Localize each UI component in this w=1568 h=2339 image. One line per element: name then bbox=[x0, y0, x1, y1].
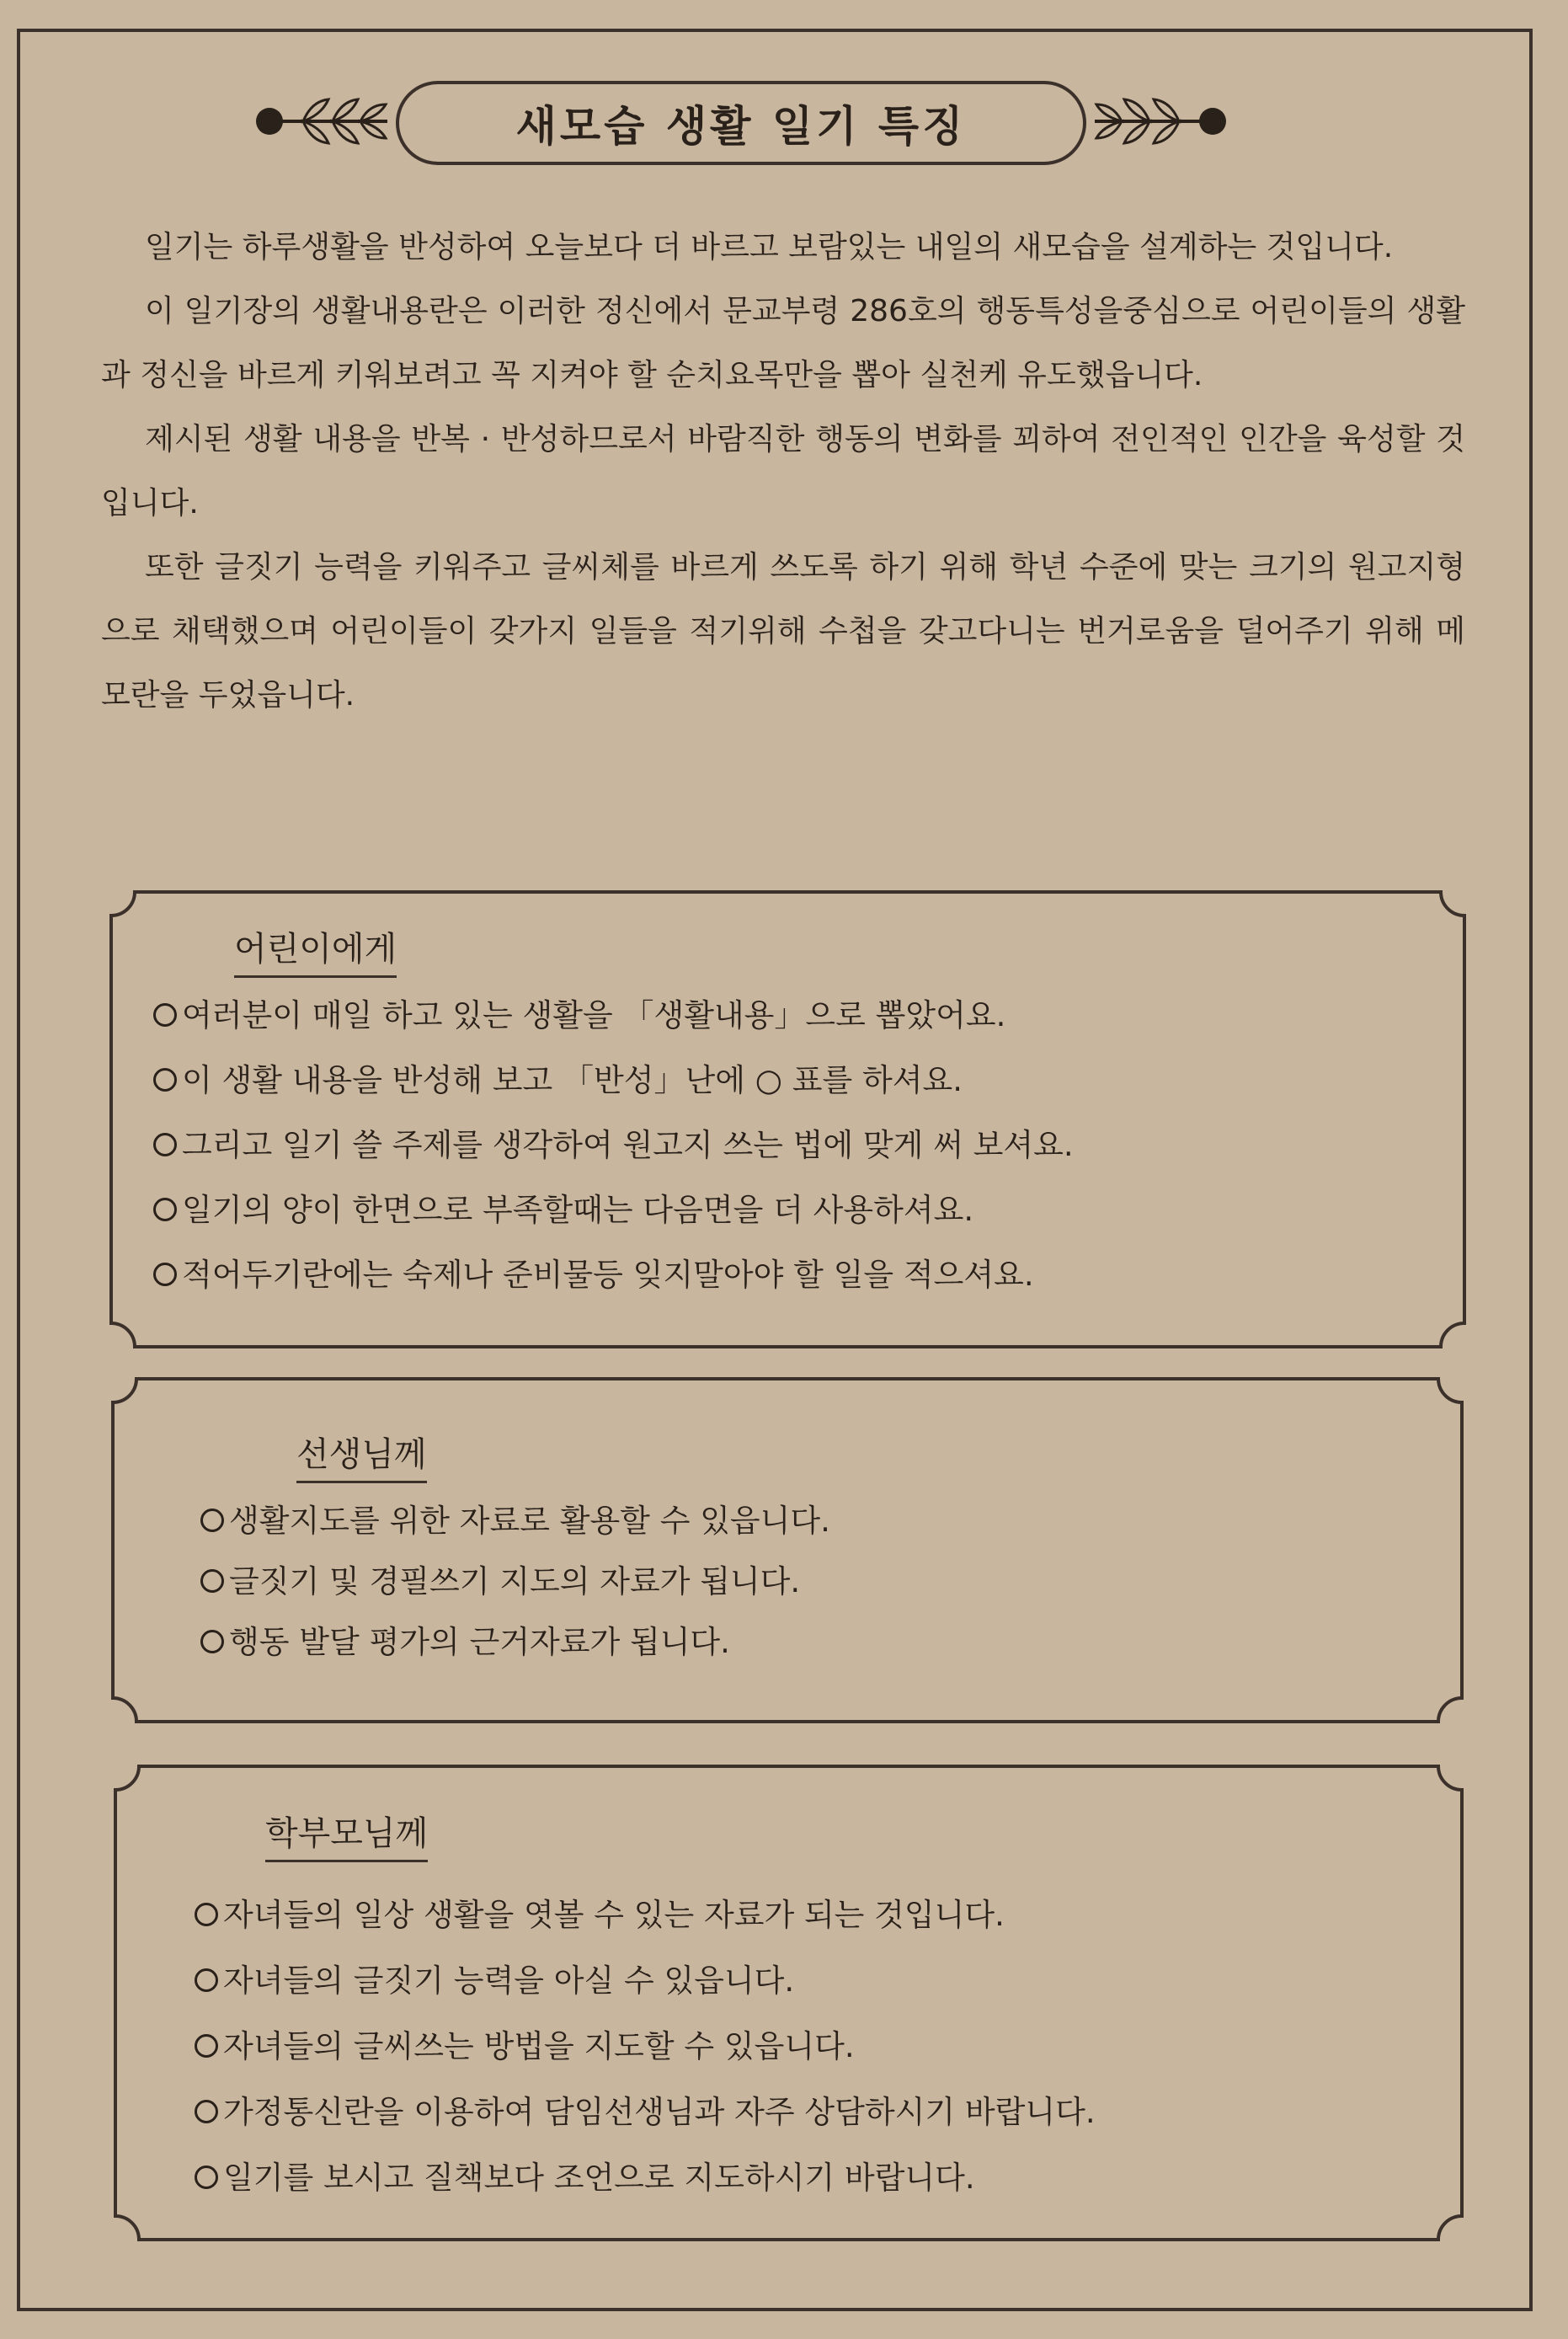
circle-bullet-icon bbox=[153, 1068, 177, 1092]
circle-bullet-icon bbox=[200, 1509, 224, 1532]
list-item: 생활지도를 위한 자료로 활용할 수 있읍니다. bbox=[200, 1495, 830, 1556]
title-banner bbox=[253, 81, 1229, 174]
circle-bullet-icon bbox=[195, 1968, 218, 1992]
list-item: 이 생활 내용을 반성해 보고 「반성」난에 ○ 표를 하셔요. bbox=[153, 1055, 1074, 1119]
circle-bullet-icon bbox=[153, 1263, 177, 1286]
circle-bullet-icon bbox=[195, 1903, 218, 1926]
page-title: 새모습 생활 일기 특징 bbox=[396, 81, 1086, 165]
teachers-heading: 선생님께 bbox=[296, 1428, 427, 1483]
circle-bullet-icon bbox=[195, 2034, 218, 2058]
list-item: 적어두기란에는 숙제나 준비물등 잊지말아야 할 일을 적으셔요. bbox=[153, 1249, 1074, 1314]
intro-paragraph: 일기는 하루생활을 반성하여 오늘보다 더 바르고 보람있는 내일의 새모습을 설계하는 것입니다. bbox=[145, 230, 1394, 264]
list-item: 가정통신란을 이용하여 담임선생님과 자주 상담하시기 바랍니다. bbox=[195, 2086, 1096, 2152]
laurel-ornament-left-icon bbox=[253, 88, 396, 155]
list-item: 자녀들의 일상 생활을 엿볼 수 있는 자료가 되는 것입니다. bbox=[195, 1889, 1096, 1955]
list-item: 일기의 양이 한면으로 부족할때는 다음면을 더 사용하셔요. bbox=[153, 1184, 1074, 1249]
list-item: 행동 발달 평가의 근거자료가 됩니다. bbox=[200, 1616, 830, 1677]
list-item: 자녀들의 글짓기 능력을 아실 수 있읍니다. bbox=[195, 1955, 1096, 2021]
circle-bullet-icon bbox=[195, 2165, 218, 2189]
circle-bullet-icon bbox=[195, 2100, 218, 2123]
children-guide-box bbox=[108, 889, 1468, 1350]
list-item: 글짓기 및 경필쓰기 지도의 자료가 됩니다. bbox=[200, 1556, 830, 1616]
parents-heading: 학부모님께 bbox=[265, 1807, 428, 1862]
children-heading: 어린이에게 bbox=[234, 922, 397, 978]
circle-bullet-icon bbox=[200, 1569, 224, 1593]
list-item: 여러분이 매일 하고 있는 생활을 「생활내용」으로 뽑았어요. bbox=[153, 990, 1074, 1055]
circle-bullet-icon bbox=[153, 1133, 177, 1156]
intro-paragraph: 또한 글짓기 능력을 키워주고 글씨체를 바르게 쓰도록 하기 위해 학년 수준에 맞는 크기의 원고지형으로 채택했으며 어린이들이 갖가지 일들을 적기위해 수첩을 갖고다니는 번거로움을 덜어주기 위해 메모란을 두었읍니다. bbox=[101, 550, 1465, 713]
list-item: 그리고 일기 쓸 주제를 생각하여 원고지 쓰는 법에 맞게 써 보셔요. bbox=[153, 1119, 1074, 1184]
intro-paragraph: 이 일기장의 생활내용란은 이러한 정신에서 문교부령 286호의 행동특성을중심으로 어린이들의 생활과 정신을 바르게 키워보려고 꼭 지켜야 할 순치요목만을 뽑아 실천케 유도했읍니다. bbox=[101, 294, 1465, 393]
circle-bullet-icon bbox=[200, 1630, 224, 1653]
teachers-guide-box bbox=[109, 1375, 1465, 1725]
intro-paragraph: 제시된 생활 내용을 반복 · 반성하므로서 바람직한 행동의 변화를 꾀하여 전인적인 인간을 육성할 것입니다. bbox=[101, 422, 1465, 521]
intro-text bbox=[101, 216, 1465, 728]
parents-guide-box bbox=[112, 1763, 1465, 2243]
circle-bullet-icon bbox=[153, 1003, 177, 1027]
laurel-ornament-right-icon bbox=[1086, 88, 1229, 155]
list-item: 일기를 보시고 질책보다 조언으로 지도하시기 바랍니다. bbox=[195, 2152, 1096, 2218]
list-item: 자녀들의 글씨쓰는 방법을 지도할 수 있읍니다. bbox=[195, 2021, 1096, 2086]
circle-bullet-icon bbox=[153, 1198, 177, 1221]
